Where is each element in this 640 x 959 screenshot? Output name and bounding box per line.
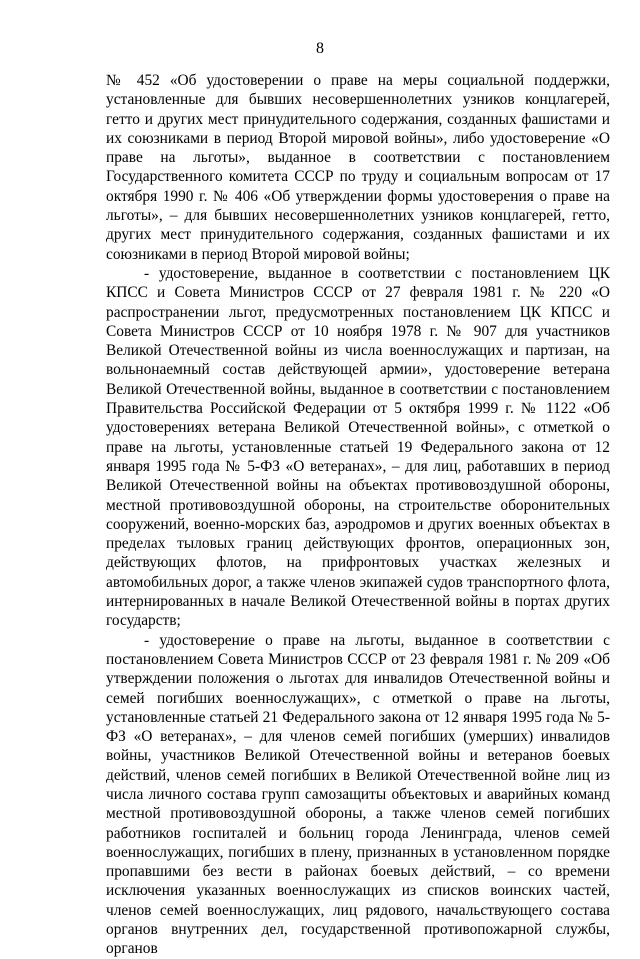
paragraph-benefits-certificate: - удостоверение о праве на льготы, выданное в соответствии с постановлением Совета Министров СССР от 23 февраля 1981 г. № 209 «Об утверждении положения о льготах для инвалидов Отечественной войны и семей погибших военнослужащих», с отметкой о праве на льготы, установленные статьей 21 Федерального закона от 12 января 1995 года № 5-ФЗ «О ветеранах», – для членов семей погибших (умерших) инвалидов войны, участников Великой Отечественной войны и ветеранов боевых действий, членов семей погибших в Великой Отечественной войне лиц из числа личного состава групп самозащиты объектовых и аварийных команд местной противовоздушной обороны, а также членов семей погибших работников госпиталей и больниц города Ленинграда, членов семей военнослужащих, погибших в плену, признанных в установленном порядке пропавшими без вести в районах боевых действий, – со времени исключения указанных военнослужащих из списков воинских частей, членов семей военнослужащих, лиц рядового, начальствующего состава органов внутренних дел, государственной противопожарной службы, органов xyxy=(106,631,610,958)
paragraph-continuation: № 452 «Об удостоверении о праве на меры социальной поддержки, установленные для бывших несовершеннолетних узников концлагерей, гетто и других мест принудительного содержания, созданных фашистами и их союзниками в период Второй мировой войны», либо удостоверение «О праве на льготы», выданное в соответствии с постановлением Государственного комитета СССР по труду и социальным вопросам от 17 октября 1990 г. № 406 «Об утверждении формы удостоверения о праве на льготы», – для бывших несовершеннолетних узников концлагерей, гетто, других мест принудительного содержания, созданных фашистами и их союзниками в период Второй мировой войны; xyxy=(106,72,610,263)
page-number: 8 xyxy=(316,40,324,57)
paragraph-veteran-certificate: - удостоверение, выданное в соответствии с постановлением ЦК КПСС и Совета Министров СССР от 27 февраля 1981 г. № 220 «О распространении льгот, предусмотренных постановлением ЦК КПСС и Совета Министров СССР от 10 ноября 1978 г. № 907 для участников Великой Отечественной войны из числа военнослужащих и партизан, на вольнонаемный состав действующей армии», удостоверение ветерана Великой Отечественной войны, выданное в соответствии с постановлением Правительства Российской Федерации от 5 октября 1999 г. № 1122 «Об удостоверениях ветерана Великой Отечественной войны», с отметкой о праве на льготы, установленные статьей 19 Федерального закона от 12 января 1995 года № 5-ФЗ «О ветеранах», – для лиц, работавших в период Великой Отечественной войны на объектах противовоздушной обороны, местной противовоздушной обороны, на строительстве оборонительных сооружений, военно-морских баз, аэродромов и других военных объектах в пределах тыловых границ действующих фронтов, операционных зон, действующих флотов, на прифронтовых участках железных и автомобильных дорог, а также членов экипажей судов транспортного флота, интернированных в начале Великой Отечественной войны в портах других государств; xyxy=(106,264,610,630)
document-body xyxy=(106,71,610,959)
